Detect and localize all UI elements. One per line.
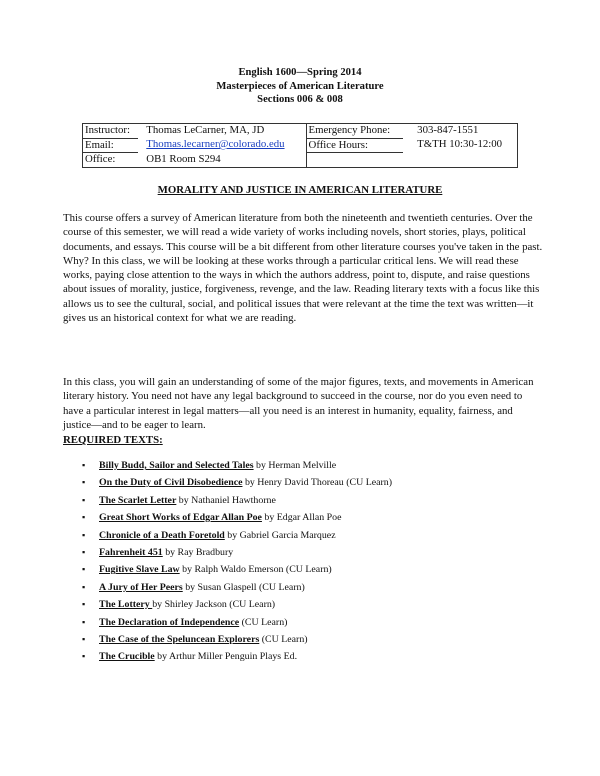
empty-cell-left: [306, 153, 403, 168]
bullet-icon: ▪: [82, 564, 86, 575]
list-item: [82, 457, 392, 474]
list-item: [82, 561, 392, 578]
book-details: (CU Learn): [239, 616, 288, 628]
intro-paragraph: This course offers a survey of American literature from both the nineteenth and twentieth centuries. Over the course of this semester, we will read a wide variety of works including novels, short stories, plays, political documents, and essays. This course will be a bit different from other literature courses you've taken in the past. Why? In this class, we will be looking at these works through a particular critical lens. We will read these works, paying close attention to the ways in which the authors address, point to, dispute, and raise questions about issues of morality, justice, forgiveness, revenge, and the law. Reading literary texts with a focus like this allows us to see the cultural, social, and political issues that were relevant at the time the text was written—it gives us an historical context for what we are reading.: [63, 212, 543, 325]
email-link[interactable]: Thomas.lecarner@colorado.edu: [146, 138, 285, 150]
book-details: by Arthur Miller Penguin Plays Ed.: [154, 651, 298, 663]
hours-label: Office Hours:: [306, 138, 403, 153]
list-item: [82, 614, 392, 631]
bullet-icon: ▪: [82, 651, 86, 662]
book-details: by Edgar Allan Poe: [261, 512, 342, 524]
book-details: by Ray Bradbury: [162, 546, 234, 558]
book-details: by Shirley Jackson (CU Learn): [152, 599, 276, 611]
list-item: [82, 631, 392, 648]
bullet-icon: ▪: [82, 529, 86, 540]
hours-value: T&TH 10:30-12:00: [403, 138, 517, 153]
empty-cell-right: [403, 153, 517, 168]
book-title: Chronicle of a Death Foretold: [99, 529, 225, 541]
book-title: On the Duty of Civil Disobedience: [99, 477, 243, 489]
course-code: English 1600—Spring 2014: [238, 67, 362, 78]
email-cell: [138, 138, 306, 153]
required-texts-label: REQUIRED TEXTS: [63, 434, 160, 446]
book-title: Billy Budd, Sailor and Selected Tales: [99, 460, 254, 471]
required-texts-heading: [63, 434, 163, 446]
course-sections: Sections 006 & 008: [257, 94, 343, 105]
list-item: [82, 492, 392, 509]
book-details: by Ralph Waldo Emerson (CU Learn): [179, 564, 332, 576]
list-item: [82, 474, 392, 491]
book-title: The Declaration of Independence: [99, 616, 240, 628]
instructor-value: Thomas LeCarner, MA, JD: [138, 124, 306, 139]
list-item: [82, 579, 392, 596]
email-label: Email:: [83, 138, 139, 153]
list-item: [82, 509, 392, 526]
book-details: (CU Learn): [259, 633, 308, 645]
book-details: by Henry David Thoreau (CU Learn): [242, 477, 393, 489]
book-title: Fahrenheit 451: [99, 546, 163, 558]
book-title: Great Short Works of Edgar Allan Poe: [99, 512, 262, 524]
goals-paragraph: In this class, you will gain an understanding of some of the major figures, texts, and movements in American literary history. You need not have any legal background to succeed in the course, nor do you even need to have a particular interest in legal matters—all you need is an interest in humanity, equality, fairness, and justice—and to be eager to learn.: [63, 376, 534, 431]
instructor-label: Instructor:: [83, 124, 139, 139]
bullet-icon: ▪: [82, 546, 86, 557]
course-header: [0, 66, 600, 107]
book-details: by Herman Melville: [253, 460, 337, 471]
book-title: The Case of the Speluncean Explorers: [99, 633, 260, 645]
course-title: Masterpieces of American Literature: [216, 80, 384, 92]
office-label: Office:: [83, 153, 139, 168]
bullet-icon: ▪: [82, 512, 86, 523]
book-title: The Lottery: [99, 599, 153, 611]
list-item: [82, 596, 392, 613]
bullet-icon: ▪: [82, 477, 86, 488]
bullet-icon: ▪: [82, 599, 86, 610]
book-title: Fugitive Slave Law: [99, 564, 180, 576]
phone-label: Emergency Phone:: [306, 124, 403, 139]
book-details: by Susan Glaspell (CU Learn): [182, 581, 305, 593]
section-title: MORALITY AND JUSTICE IN AMERICAN LITERATURE: [157, 184, 443, 196]
required-texts-colon: :: [159, 434, 163, 446]
bullet-icon: ▪: [82, 633, 86, 644]
list-item: [82, 527, 392, 544]
bullet-icon: ▪: [82, 581, 86, 592]
bullet-icon: ▪: [82, 460, 86, 470]
required-texts-list: [82, 457, 392, 666]
office-value: OB1 Room S294: [138, 153, 306, 168]
bullet-icon: ▪: [82, 494, 86, 505]
book-title: The Crucible: [99, 651, 155, 663]
book-title: The Scarlet Letter: [99, 494, 177, 506]
book-details: by Nathaniel Hawthorne: [176, 494, 276, 506]
bullet-icon: ▪: [82, 616, 86, 627]
book-details: by Gabriel Garcia Marquez: [224, 529, 336, 541]
phone-value: 303-847-1551: [403, 124, 517, 139]
book-title: A Jury of Her Peers: [99, 581, 183, 593]
list-item: [82, 648, 392, 665]
instructor-info-table: [82, 123, 518, 168]
list-item: [82, 544, 392, 561]
